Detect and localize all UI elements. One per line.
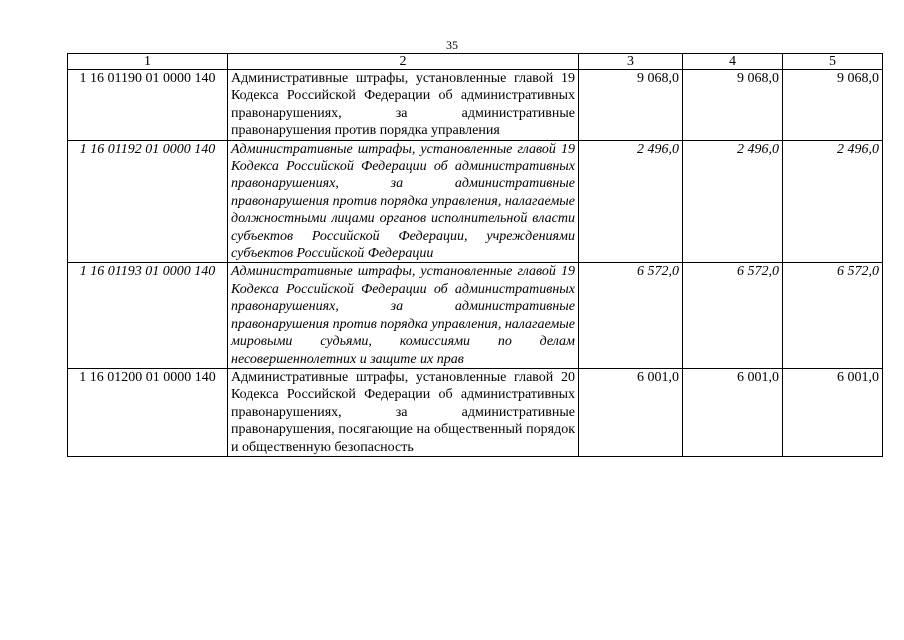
- page-number: 35: [446, 38, 458, 52]
- row-code: 1 16 01192 01 0000 140: [68, 140, 228, 263]
- header-col-1: 1: [68, 54, 228, 70]
- row-value-col5: 6 572,0: [783, 263, 883, 368]
- row-value-col4: 6 001,0: [683, 368, 783, 456]
- row-value-col5: 9 068,0: [783, 70, 883, 141]
- header-col-3: 3: [579, 54, 683, 70]
- row-value-col3: 2 496,0: [579, 140, 683, 263]
- table-header-row: [68, 54, 883, 70]
- row-name: Административные штрафы, установленные главой 19 Кодекса Российской Федерации об административных правонарушениях, за административные правонарушения против порядка управления: [228, 70, 579, 141]
- header-col-2: 2: [228, 54, 579, 70]
- row-value-col5: 6 001,0: [783, 368, 883, 456]
- row-value-col4: 9 068,0: [683, 70, 783, 141]
- header-col-4: 4: [683, 54, 783, 70]
- row-code: 1 16 01190 01 0000 140: [68, 70, 228, 141]
- row-name: Административные штрафы, установленные главой 19 Кодекса Российской Федерации об административных правонарушениях, за административные правонарушения против порядка управления, налагаемые должностными лицами органов исполнительной власти субъектов Российской Федерации, учреждениями субъектов Российской Федерации: [228, 140, 579, 263]
- row-value-col3: 6 001,0: [579, 368, 683, 456]
- row-name: Административные штрафы, установленные главой 20 Кодекса Российской Федерации об административных правонарушениях, за административные правонарушения, посягающие на общественный порядок и общественную безопасность: [228, 368, 579, 456]
- row-value-col3: 6 572,0: [579, 263, 683, 368]
- budget-table: [67, 53, 883, 457]
- row-value-col4: 2 496,0: [683, 140, 783, 263]
- row-value-col4: 6 572,0: [683, 263, 783, 368]
- row-code: 1 16 01193 01 0000 140: [68, 263, 228, 368]
- header-col-5: 5: [783, 54, 883, 70]
- table-row: [68, 140, 883, 263]
- row-value-col3: 9 068,0: [579, 70, 683, 141]
- row-value-col5: 2 496,0: [783, 140, 883, 263]
- table-row: [68, 368, 883, 456]
- table-row: [68, 70, 883, 141]
- row-code: 1 16 01200 01 0000 140: [68, 368, 228, 456]
- table-row: [68, 263, 883, 368]
- row-name: Административные штрафы, установленные главой 19 Кодекса Российской Федерации об административных правонарушениях, за административные правонарушения против порядка управления, налагаемые мировыми судьями, комиссиями по делам несовершеннолетних и защите их прав: [228, 263, 579, 368]
